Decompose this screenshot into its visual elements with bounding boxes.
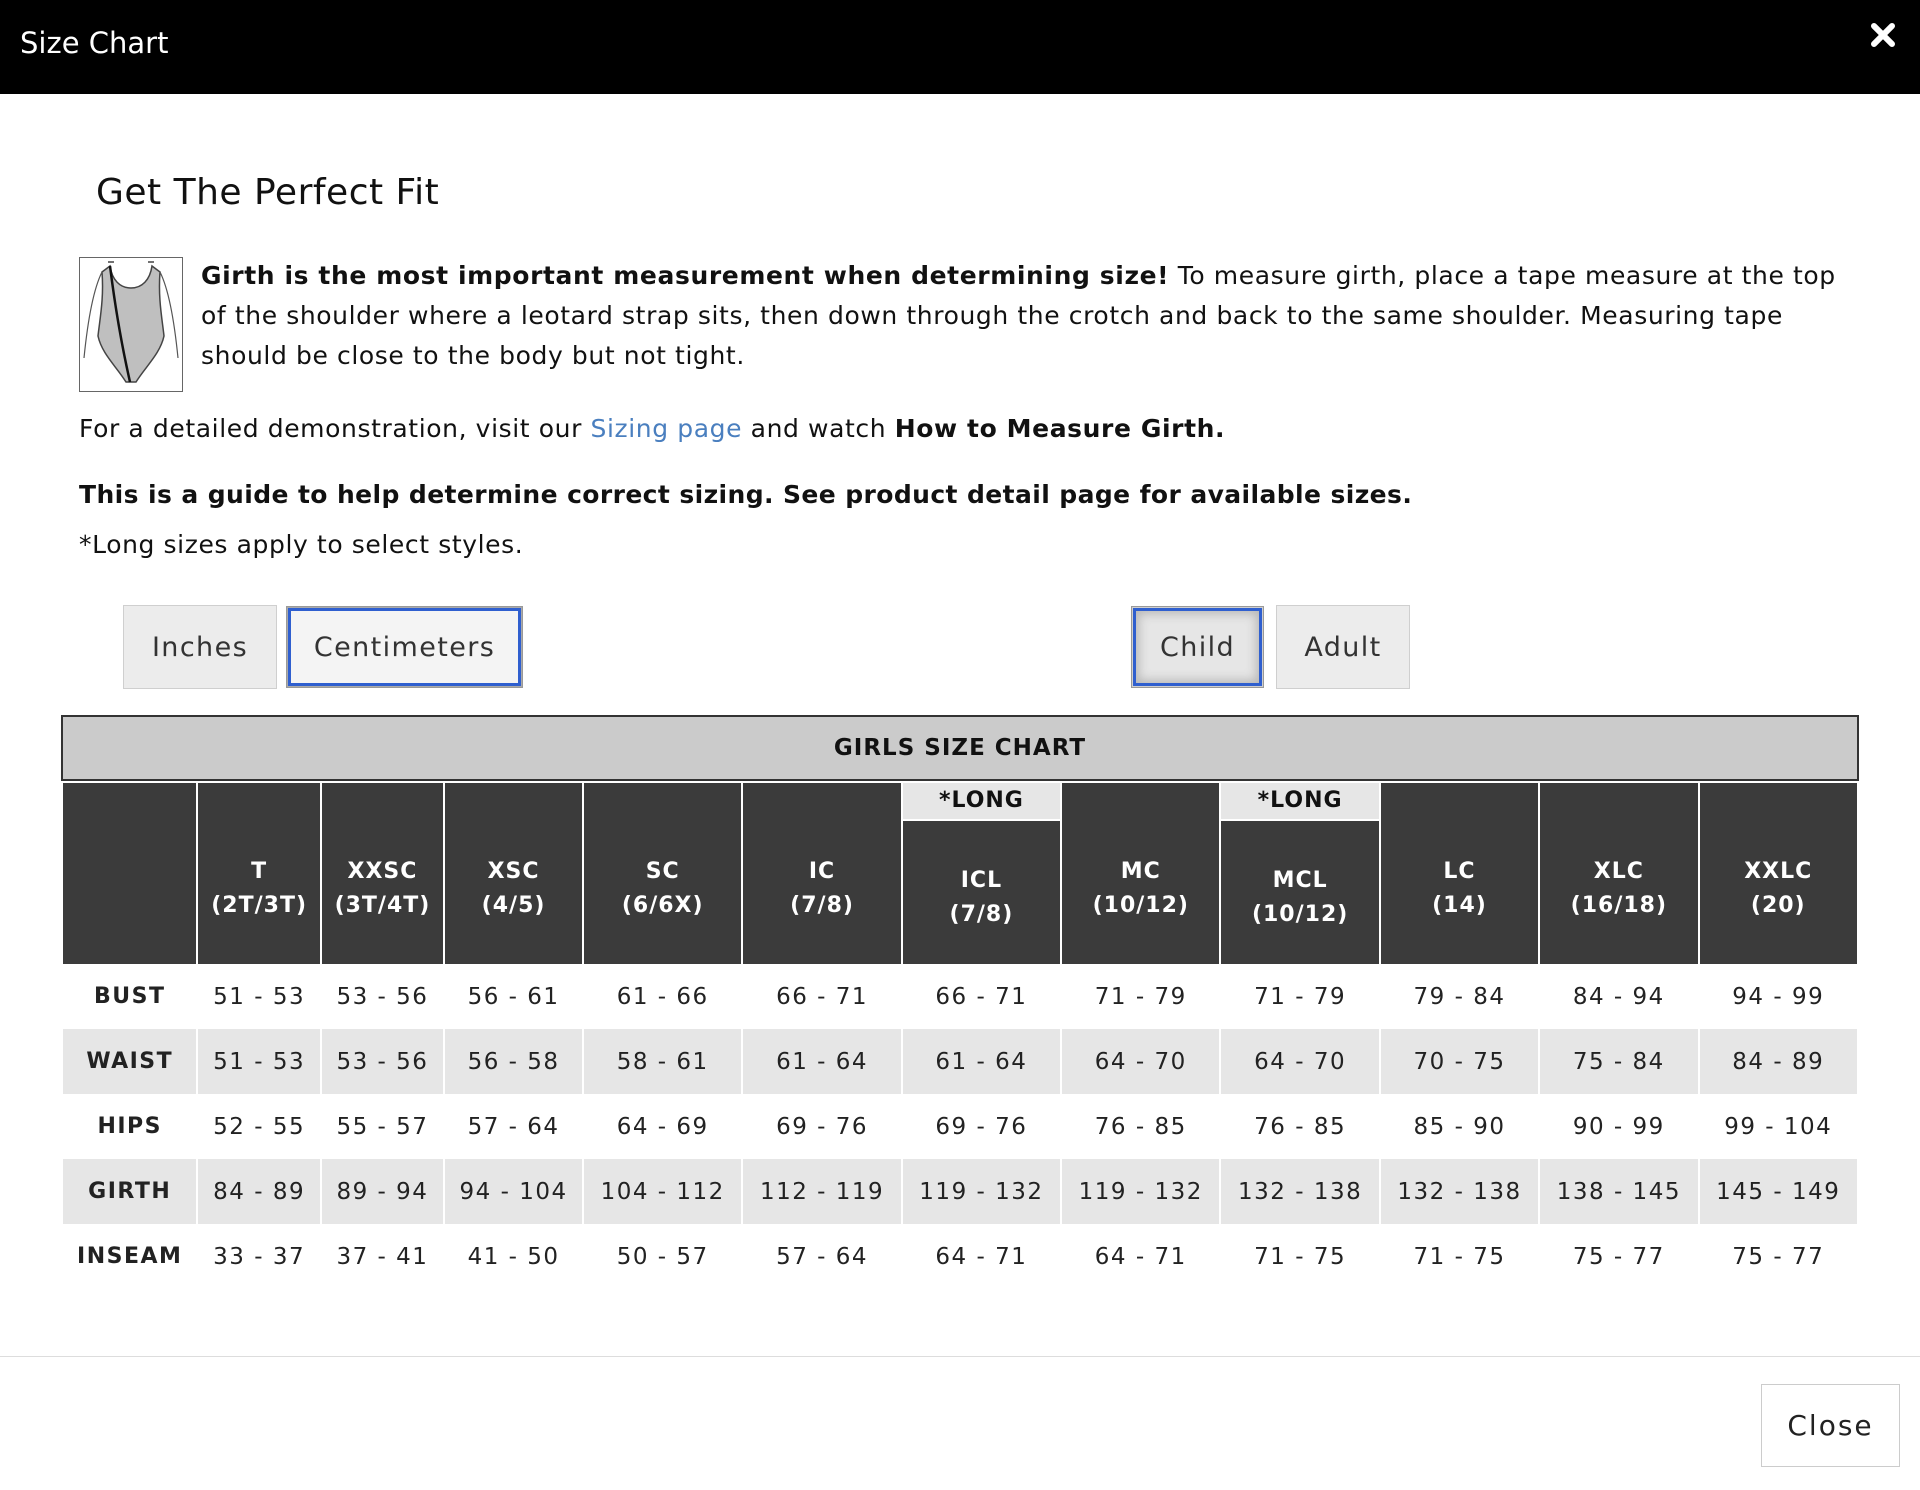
- table-cell: 75 - 77: [1732, 1243, 1825, 1270]
- table-cell: 84 - 94: [1572, 983, 1665, 1010]
- table-cell: 71 - 79: [1094, 983, 1187, 1010]
- table-cell: 33 - 37: [213, 1243, 306, 1270]
- leotard-girth-illustration: [79, 257, 183, 392]
- column-header: MC (10/12): [1062, 783, 1219, 964]
- table-cell: 66 - 71: [776, 983, 869, 1010]
- long-sizes-note: *Long sizes apply to select styles.: [79, 530, 524, 559]
- close-button[interactable]: Close: [1761, 1384, 1900, 1467]
- table-cell: 71 - 75: [1413, 1243, 1506, 1270]
- table-row: [63, 964, 1857, 1029]
- demo-video-title: How to Measure Girth.: [894, 414, 1226, 443]
- table-cell: 84 - 89: [1700, 1029, 1857, 1094]
- adult-button[interactable]: Adult: [1276, 605, 1410, 689]
- table-cell: 51 - 53: [213, 983, 306, 1010]
- demo-middle: and watch: [742, 414, 895, 443]
- table-cell: 61 - 66: [616, 983, 709, 1010]
- table-cell: 145 - 149: [1700, 1159, 1857, 1224]
- table-cell: 55 - 57: [336, 1113, 429, 1140]
- table-cell: 138 - 145: [1540, 1159, 1697, 1224]
- long-badge: *LONG: [903, 783, 1060, 821]
- size-chart-title: GIRLS SIZE CHART: [61, 715, 1859, 781]
- table-row: [63, 1094, 1857, 1159]
- table-row: [63, 1159, 1857, 1224]
- table-cell: 53 - 56: [336, 983, 429, 1010]
- table-cell: 61 - 64: [903, 1029, 1060, 1094]
- table-cell: 112 - 119: [743, 1159, 900, 1224]
- footer-divider: [0, 1356, 1920, 1357]
- table-cell: 76 - 85: [1254, 1113, 1347, 1140]
- child-button[interactable]: Child: [1132, 607, 1263, 687]
- header-corner: [63, 783, 196, 964]
- modal-title: Size Chart: [20, 26, 169, 60]
- table-cell: 57 - 64: [776, 1243, 869, 1270]
- table-cell: 37 - 41: [336, 1243, 429, 1270]
- table-cell: 132 - 138: [1381, 1159, 1538, 1224]
- sizing-page-link[interactable]: Sizing page: [590, 414, 743, 443]
- long-badge: *LONG: [1221, 783, 1378, 821]
- column-header: XXLC (20): [1700, 783, 1857, 964]
- row-label: GIRTH: [63, 1159, 196, 1224]
- sizing-guide-note: This is a guide to help determine correct sizing. See product detail page for available sizes.: [79, 480, 1413, 509]
- page-heading: Get The Perfect Fit: [96, 172, 440, 213]
- table-cell: 89 - 94: [322, 1159, 443, 1224]
- demo-line: [79, 414, 1225, 443]
- table-cell: 94 - 99: [1732, 983, 1825, 1010]
- table-cell: 75 - 77: [1572, 1243, 1665, 1270]
- table-cell: 104 - 112: [584, 1159, 741, 1224]
- inches-button[interactable]: Inches: [123, 605, 277, 689]
- row-label: HIPS: [97, 1114, 163, 1139]
- table-cell: 50 - 57: [616, 1243, 709, 1270]
- table-cell: 119 - 132: [903, 1159, 1060, 1224]
- table-row: [63, 1029, 1857, 1094]
- table-cell: 70 - 75: [1381, 1029, 1538, 1094]
- table-row: [63, 1224, 1857, 1289]
- table-cell: 99 - 104: [1724, 1113, 1833, 1140]
- table-cell: 64 - 71: [935, 1243, 1028, 1270]
- row-label: WAIST: [63, 1029, 196, 1094]
- column-header: IC (7/8): [743, 783, 900, 964]
- table-cell: 64 - 71: [1094, 1243, 1187, 1270]
- table-cell: 69 - 76: [935, 1113, 1028, 1140]
- girth-emphasis: Girth is the most important measurement when determining size!: [201, 261, 1170, 290]
- column-header: LC (14): [1381, 783, 1538, 964]
- column-header: MCL (10/12): [1221, 821, 1378, 964]
- modal-header: [0, 0, 1920, 94]
- table-cell: 64 - 70: [1062, 1029, 1219, 1094]
- table-cell: 132 - 138: [1221, 1159, 1378, 1224]
- table-cell: 51 - 53: [198, 1029, 319, 1094]
- demo-prefix: For a detailed demonstration, visit our: [79, 414, 591, 443]
- table-cell: 61 - 64: [743, 1029, 900, 1094]
- table-cell: 53 - 56: [322, 1029, 443, 1094]
- row-label: INSEAM: [77, 1244, 183, 1269]
- column-header: SC (6/6X): [584, 783, 741, 964]
- table-cell: 41 - 50: [467, 1243, 560, 1270]
- table-cell: 75 - 84: [1540, 1029, 1697, 1094]
- table-cell: 119 - 132: [1062, 1159, 1219, 1224]
- table-cell: 84 - 89: [198, 1159, 319, 1224]
- centimeters-button[interactable]: Centimeters: [287, 607, 522, 687]
- table-cell: 58 - 61: [584, 1029, 741, 1094]
- row-label: BUST: [94, 984, 166, 1009]
- girth-instructions-text: To measure girth, place a tape measure at the top of the shoulder where a leotard strap sits, then down through the crotch and back to the same shoulder. Measuring tape should be close to the body but not tight.: [201, 261, 1836, 370]
- column-header: XXSC (3T/4T): [322, 783, 443, 964]
- table-cell: 69 - 76: [776, 1113, 869, 1140]
- table-cell: 71 - 75: [1254, 1243, 1347, 1270]
- table-cell: 90 - 99: [1572, 1113, 1665, 1140]
- table-cell: 52 - 55: [213, 1113, 306, 1140]
- column-header: T (2T/3T): [198, 783, 319, 964]
- table-cell: 66 - 71: [935, 983, 1028, 1010]
- table-header-row: [63, 783, 1857, 821]
- column-header: ICL (7/8): [903, 821, 1060, 964]
- size-chart-table: [61, 783, 1859, 1289]
- girth-instructions: [201, 256, 1841, 376]
- close-icon[interactable]: [1866, 18, 1900, 52]
- table-cell: 56 - 61: [467, 983, 560, 1010]
- table-cell: 64 - 70: [1221, 1029, 1378, 1094]
- table-cell: 71 - 79: [1254, 983, 1347, 1010]
- column-header: XSC (4/5): [445, 783, 582, 964]
- table-cell: 85 - 90: [1413, 1113, 1506, 1140]
- table-cell: 56 - 58: [445, 1029, 582, 1094]
- table-cell: 76 - 85: [1094, 1113, 1187, 1140]
- table-cell: 79 - 84: [1413, 983, 1506, 1010]
- table-cell: 94 - 104: [445, 1159, 582, 1224]
- column-header: XLC (16/18): [1540, 783, 1697, 964]
- table-cell: 64 - 69: [616, 1113, 709, 1140]
- table-cell: 57 - 64: [467, 1113, 560, 1140]
